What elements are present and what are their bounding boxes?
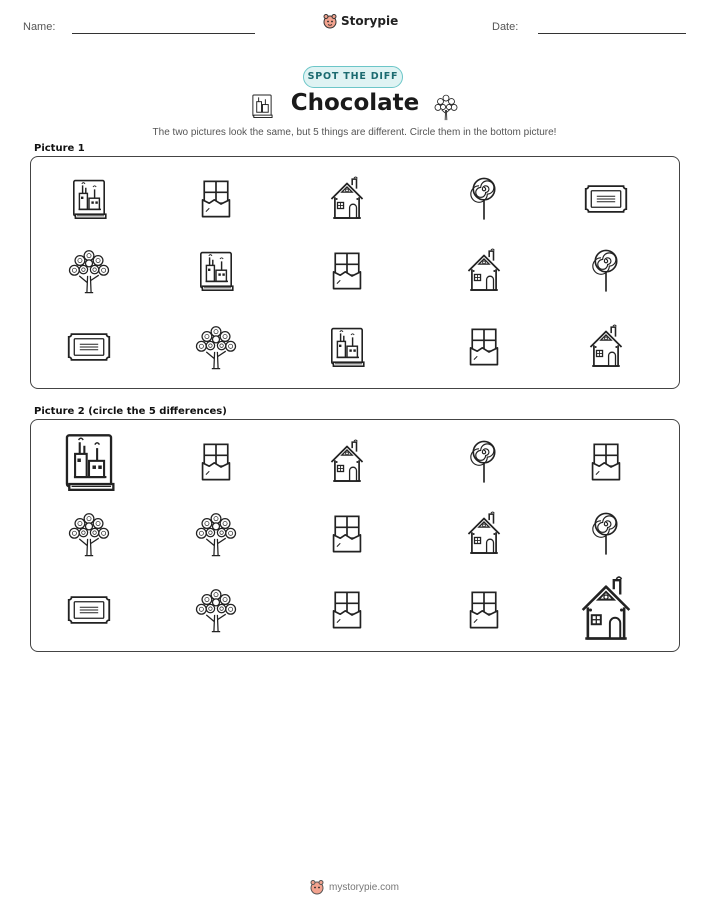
candy-tree-icon[interactable] <box>68 511 110 557</box>
name-field[interactable] <box>72 33 255 34</box>
lollipop-icon <box>470 175 498 223</box>
book-icon <box>69 177 109 221</box>
ticket-icon <box>583 183 629 215</box>
candy-house-icon[interactable] <box>465 511 503 557</box>
instructions: The two pictures look the same, but 5 things are different. Circle them in the bottom picture! <box>152 127 557 138</box>
chocolate-bar-icon[interactable] <box>330 513 364 555</box>
picture-2-label: Picture 2 (circle the 5 differences) <box>34 406 227 417</box>
footer <box>0 879 709 895</box>
storypie-logo <box>323 13 398 29</box>
brand-name: Storypie <box>341 14 399 28</box>
ticket-icon <box>66 331 112 363</box>
storypie-mascot-icon <box>323 13 337 29</box>
page-title: Chocolate <box>290 90 420 116</box>
chocolate-bar-icon <box>199 178 233 220</box>
picture-2-panel[interactable] <box>30 419 680 652</box>
candy-house-icon <box>465 248 503 294</box>
name-label: Name: <box>23 21 56 33</box>
spot-the-diff-badge: SPOT THE DIFF <box>303 66 403 88</box>
chocolate-bar-icon[interactable] <box>467 589 501 631</box>
footer-site: mystorypie.com <box>328 881 399 893</box>
storypie-mascot-icon <box>310 879 324 895</box>
ticket-icon[interactable] <box>66 594 112 626</box>
candy-house-icon[interactable] <box>328 439 366 485</box>
chocolate-bar-icon <box>330 250 364 292</box>
book-icon <box>327 325 367 369</box>
lollipop-icon[interactable] <box>592 510 620 558</box>
picture-1-panel <box>30 156 680 389</box>
chocolate-bar-icon[interactable] <box>199 441 233 483</box>
lollipop-icon[interactable] <box>470 438 498 486</box>
candy-tree-icon[interactable] <box>195 587 237 633</box>
candy-tree-icon <box>195 324 237 370</box>
picture-1-label: Picture 1 <box>34 143 85 154</box>
lollipop-icon <box>592 247 620 295</box>
chocolate-bar-icon[interactable] <box>589 441 623 483</box>
candy-tree-icon[interactable] <box>195 511 237 557</box>
candy-house-icon <box>328 176 366 222</box>
candy-house-icon <box>587 324 625 370</box>
date-field[interactable] <box>538 33 686 34</box>
chocolate-bar-icon[interactable] <box>330 589 364 631</box>
title-book-icon <box>250 93 274 123</box>
title-candy-tree-icon <box>433 93 459 125</box>
book-icon <box>196 249 236 293</box>
date-label: Date: <box>492 21 519 33</box>
candy-tree-icon <box>68 248 110 294</box>
candy-house-icon[interactable] <box>578 576 635 645</box>
chocolate-bar-icon <box>467 326 501 368</box>
book-icon[interactable] <box>60 430 118 494</box>
